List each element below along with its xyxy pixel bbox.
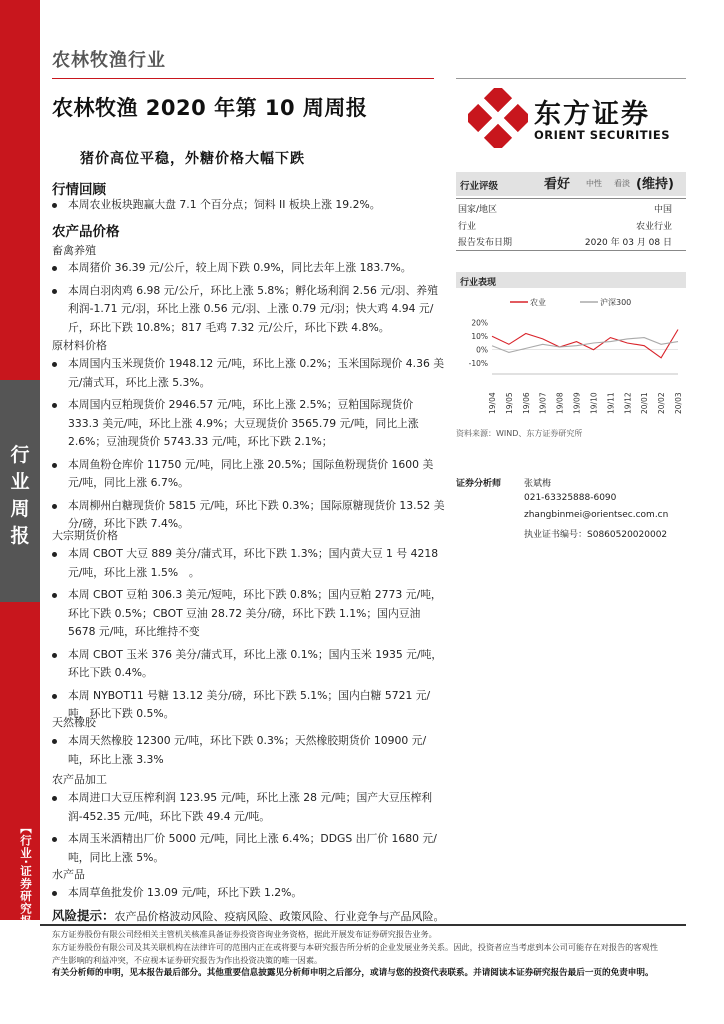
info-value: 中国 <box>653 205 672 215</box>
legend-label: 沪深300 <box>600 298 632 307</box>
x-tick-label: 19/09 <box>572 392 582 414</box>
header-divider <box>52 78 434 79</box>
list-item: 本周猪价 36.39 元/公斤，较上周下跌 0.9%，同比去年上涨 183.7%。 <box>68 259 446 278</box>
subsection-heading: 天然橡胶 <box>52 716 96 729</box>
list-item: 本周草鱼批发价 13.09 元/吨，环比下跌 1.2%。 <box>68 884 446 903</box>
y-tick-label: 20% <box>471 318 488 328</box>
footer-line: 产生影响的利益冲突，不应视本证券研究报告为作出投资决策的唯一因素。 <box>52 955 323 965</box>
side-bar-top <box>0 0 40 380</box>
y-tick-label: 0% <box>476 345 488 355</box>
analyst-name: 张斌梅 <box>524 479 552 489</box>
industry-trend-chart <box>456 290 686 420</box>
risk-text: 农产品价格波动风险、疫病风险、政策风险、行业竞争与产品风险。 <box>114 910 445 923</box>
risk-label: 风险提示： <box>52 908 115 923</box>
sector-label: 农林牧渔行业 <box>52 50 166 71</box>
subsection-heading: 大宗期货价格 <box>52 529 118 542</box>
info-value: 2020 年 03 月 08 日 <box>584 238 672 248</box>
rating-option: 看淡 <box>614 179 630 188</box>
report-title: 农林牧渔 2020 年第 10 周周报 <box>52 96 368 120</box>
brand-logo-icon <box>468 88 528 148</box>
analyst-phone: 021-63325888-6090 <box>524 493 617 503</box>
list-item: 本周鱼粉仓库价 11750 元/吨，同比上涨 20.5%；国际鱼粉现货价 1600 美元/吨，同比上涨 6.7%。 <box>68 456 446 493</box>
brand-name-en: ORIENT SECURITIES <box>534 128 671 142</box>
side-bar-label <box>0 380 40 602</box>
list-item: 本周 NYBOT11 号糖 13.12 美分/磅，环比下跌 5.1%；国内白糖 5721 元/吨，环比下跌 0.5%。 <box>68 687 446 724</box>
x-tick-label: 20/02 <box>657 392 667 414</box>
chart-source: 资料来源：WIND、东方证券研究所 <box>456 429 583 438</box>
header-divider-right <box>456 78 686 79</box>
list-item: 本周进口大豆压榨利润 123.95 元/吨，环比上涨 28 元/吨；国产大豆压榨利润-452.35 元/吨，环比下跌 49.4 元/吨。 <box>68 789 446 826</box>
x-tick-label: 19/08 <box>555 392 565 414</box>
subsection-heading: 畜禽养殖 <box>52 244 96 257</box>
x-tick-label: 19/11 <box>606 392 616 414</box>
y-tick-label: 10% <box>471 332 488 342</box>
series-line <box>492 330 678 358</box>
footer-line: 东方证券股份有限公司及其关联机构在法律许可的范围内正在或将要与本研究报告所分析的企业发展业务关系。因此，投资者应当考虑到本公司可能存在对报告的客观性 <box>52 942 658 952</box>
x-tick-label: 19/07 <box>538 392 548 414</box>
x-tick-label: 19/10 <box>589 392 599 414</box>
footer-disclaimer <box>52 928 692 980</box>
rating-option: 中性 <box>586 179 602 188</box>
info-value: 农业行业 <box>635 222 672 232</box>
list-item: 本周 CBOT 大豆 889 美分/蒲式耳，环比下跌 1.3%；国内黄大豆 1 号 4218 元/吨，环比上涨 1.5% 。 <box>68 545 446 582</box>
side-char: 报 <box>10 525 30 547</box>
y-tick-label: -10% <box>468 359 488 369</box>
side-char: 周 <box>10 498 30 520</box>
list-item: 本周 CBOT 玉米 376 美分/蒲式耳，环比上涨 0.1%；国内玉米 1935 元/吨，环比下跌 0.4%。 <box>68 646 446 683</box>
section-heading: 行情回顾 <box>52 182 106 198</box>
trend-label: 行业表现 <box>460 278 497 288</box>
divider <box>456 250 686 251</box>
footer-divider <box>40 924 686 926</box>
analyst-label: 证券分析师 <box>456 479 502 489</box>
list-item: 本周白羽肉鸡 6.98 元/公斤，环比上涨 5.8%；孵化场利润 2.56 元/羽、养殖利润-1.71 元/羽，环比上涨 0.56 元/羽、上涨 0.79 元/羽；快大鸡 4.94 元/斤，环比下跌 10.8%；817 毛鸡 7.32 元/公斤，环比下跌 4.8%。 <box>68 282 446 338</box>
x-tick-label: 19/04 <box>488 392 497 414</box>
x-tick-label: 19/06 <box>521 392 531 414</box>
subsection-heading: 农产品加工 <box>52 773 107 786</box>
subsection-heading: 水产品 <box>52 868 85 881</box>
list-item: 本周农业板块跑赢大盘 7.1 个百分点；饲料 II 板块上涨 19.2%。 <box>68 196 446 215</box>
risk-warning <box>52 906 445 924</box>
brand-name-cn: 东方证券 <box>534 99 650 130</box>
report-subtitle: 猪价高位平稳，外糖价格大幅下跌 <box>80 151 305 167</box>
x-tick-label: 20/03 <box>674 392 683 414</box>
footer-statement: 有关分析师的申明，见本报告最后部分。其他重要信息披露见分析师申明之后部分，或请与您的投资代表联系。并请阅读本证券研究报告最后一页的免责申明。 <box>52 968 654 978</box>
analyst-cert: 执业证书编号：S0860520020002 <box>524 530 668 540</box>
side-char: 业 <box>10 471 30 493</box>
legend-label: 农业 <box>530 298 546 307</box>
side-char: 行 <box>10 444 30 466</box>
report-type-vertical: 【行业·证券研究报告】 <box>19 822 33 953</box>
x-tick-label: 19/12 <box>623 392 633 414</box>
rating-status: (维持) <box>636 177 674 192</box>
info-key: 行业 <box>458 222 477 232</box>
x-tick-label: 20/01 <box>640 392 650 414</box>
list-item: 本周玉米酒精出厂价 5000 元/吨，同比上涨 6.4%；DDGS 出厂价 1680 元/吨，同比上涨 5%。 <box>68 830 446 867</box>
list-item: 本周柳州白糖现货价 5815 元/吨，环比下跌 0.3%；国际原糖现货价 13.52 美分/磅，环比下跌 7.4%。 <box>68 497 446 534</box>
subsection-heading: 原材料价格 <box>52 339 107 352</box>
info-key: 报告发布日期 <box>458 238 513 248</box>
x-tick-label: 19/05 <box>504 392 514 414</box>
list-item: 本周 CBOT 豆粕 306.3 美元/短吨，环比下跌 0.8%；国内豆粕 2773 元/吨，环比下跌 0.5%；CBOT 豆油 28.72 美分/磅，环比下跌 1.1%；国内豆油 5678 元/吨，环比维持不变 <box>68 586 446 642</box>
rating-label: 行业评级 <box>460 181 499 192</box>
info-key: 国家/地区 <box>458 205 498 215</box>
list-item: 本周国内玉米现货价 1948.12 元/吨，环比上涨 0.2%；玉米国际现价 4.36 美元/蒲式耳，环比上涨 5.3%。 <box>68 355 446 392</box>
list-item: 本周国内豆粕现货价 2946.57 元/吨，环比上涨 2.5%；豆粕国际现货价 333.3 美元/吨，环比上涨 4.9%；大豆现货价 3565.79 元/吨，同比上涨 2.6%；豆油现货价 5743.33 元/吨，环比下跌 2.1%； <box>68 396 446 452</box>
list-item: 本周天然橡胶 12300 元/吨，环比下跌 0.3%；天然橡胶期货价 10900 元/吨，环比上涨 3.3% <box>68 732 446 769</box>
footer-line: 东方证券股份有限公司经相关主管机关核准具备证券投资咨询业务资格，据此开展发布证券研究报告业务。 <box>52 929 437 939</box>
divider <box>456 198 686 199</box>
rating-selected: 看好 <box>544 177 571 192</box>
analyst-email[interactable]: zhangbinmei@orientsec.com.cn <box>524 510 669 520</box>
section-heading: 农产品价格 <box>52 224 120 240</box>
